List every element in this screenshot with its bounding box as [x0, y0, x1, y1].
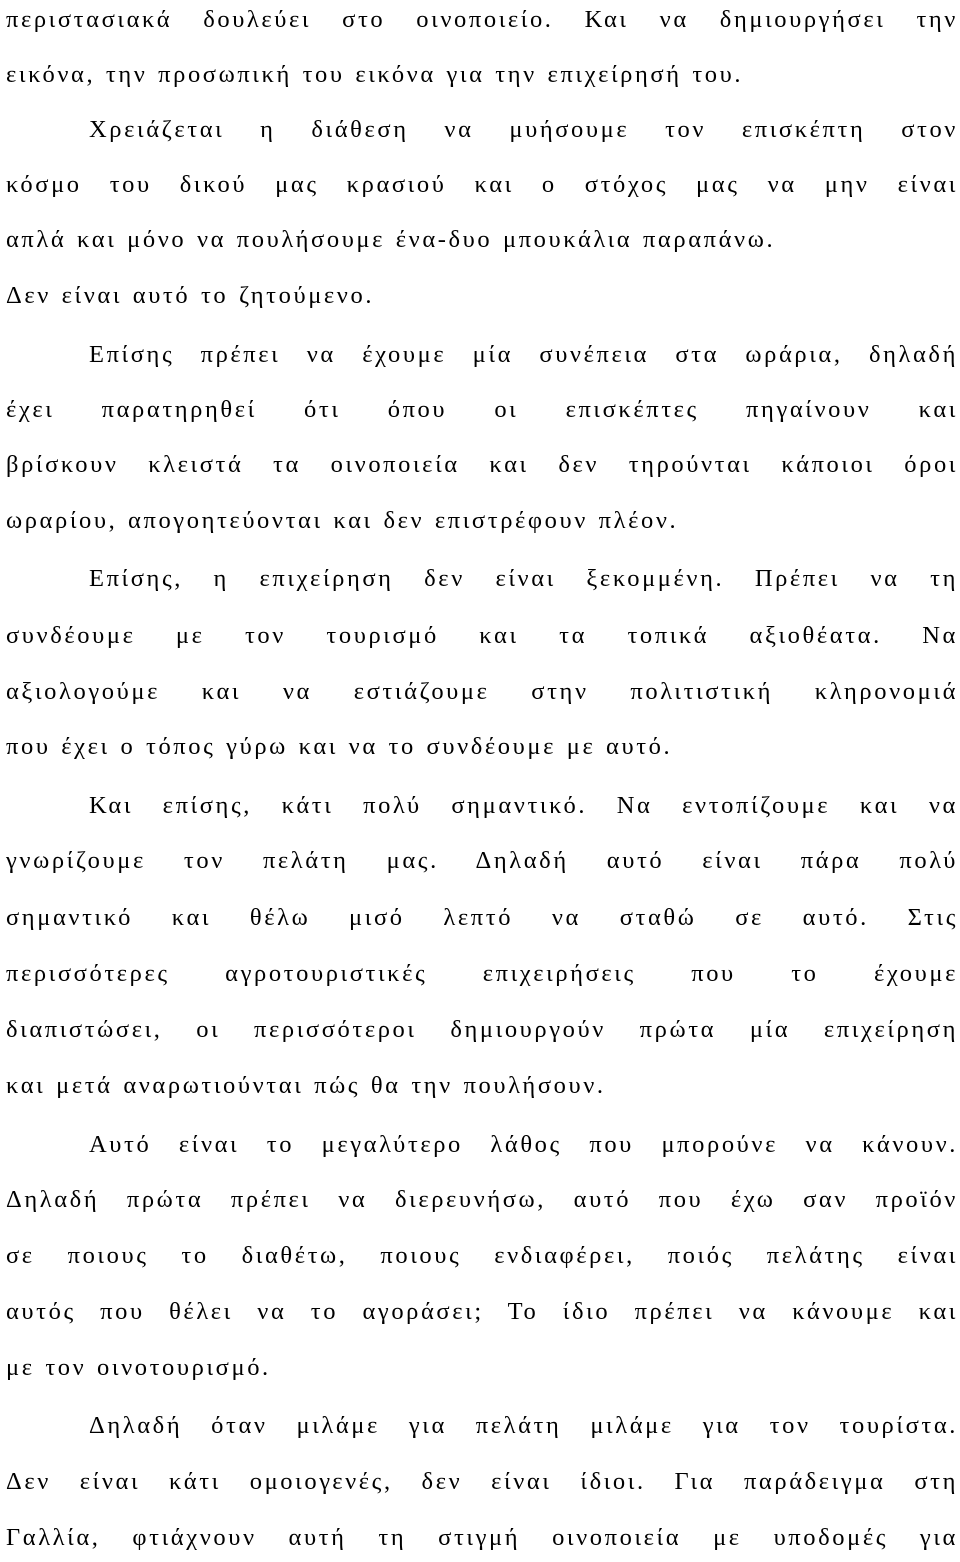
text-line: Αυτό είναι το μεγαλύτερο λάθος που μπορούνε να κάνουν. [89, 1131, 958, 1158]
text-line: Δεν είναι κάτι ομοιογενές, δεν είναι ίδιοι. Για παράδειγμα στη [6, 1468, 958, 1495]
text-line: Δηλαδή πρώτα πρέπει να διερευνήσω, αυτό που έχω σαν προϊόν [6, 1186, 958, 1213]
text-line: απλά και μόνο να πουλήσουμε ένα-δυο μπουκάλια παραπάνω. [6, 226, 776, 253]
text-line: σε ποιους το διαθέτω, ποιους ενδιαφέρει, ποιός πελάτης είναι [6, 1242, 958, 1269]
text-line: αξιολογούμε και να εστιάζουμε στην πολιτιστική κληρονομιά [6, 678, 958, 705]
text-line: σημαντικό και θέλω μισό λεπτό να σταθώ σε αυτό. Στις [6, 904, 958, 931]
text-line: περιστασιακά δουλεύει στο οινοποιείο. Και να δημιουργήσει την [6, 6, 958, 33]
text-line: γνωρίζουμε τον πελάτη μας. Δηλαδή αυτό είναι πάρα πολύ [6, 847, 958, 874]
text-line: Επίσης πρέπει να έχουμε μία συνέπεια στα ωράρια, δηλαδή [89, 341, 958, 368]
text-line: Χρειάζεται η διάθεση να μυήσουμε τον επισκέπτη στον [89, 116, 958, 143]
text-line: συνδέουμε με τον τουρισμό και τα τοπικά αξιοθέατα. Να [6, 622, 958, 649]
text-line: Δηλαδή όταν μιλάμε για πελάτη μιλάμε για τον τουρίστα. [89, 1412, 958, 1439]
text-line: Και επίσης, κάτι πολύ σημαντικό. Να εντοπίζουμε και να [89, 792, 958, 819]
text-line: βρίσκουν κλειστά τα οινοποιεία και δεν τηρούνται κάποιοι όροι [6, 451, 958, 478]
text-line: Γαλλία, φτιάχνουν αυτή τη στιγμή οινοποιεία με υποδομές για [6, 1524, 958, 1551]
text-line: κόσμο του δικού μας κρασιού και ο στόχος μας να μην είναι [6, 171, 958, 198]
text-line: που έχει ο τόπος γύρω και να το συνδέουμε με αυτό. [6, 733, 673, 760]
text-line: περισσότερες αγροτουριστικές επιχειρήσεις που το έχουμε [6, 960, 958, 987]
text-line: έχει παρατηρηθεί ότι όπου οι επισκέπτες πηγαίνουν και [6, 396, 958, 423]
text-line: Επίσης, η επιχείρηση δεν είναι ξεκομμένη. Πρέπει να τη [89, 565, 958, 592]
text-line: με τον οινοτουρισμό. [6, 1354, 271, 1381]
text-line: Δεν είναι αυτό το ζητούμενο. [6, 282, 375, 309]
text-line: διαπιστώσει, οι περισσότεροι δημιουργούν πρώτα μία επιχείρηση [6, 1016, 958, 1043]
text-line: εικόνα, την προσωπική του εικόνα για την επιχείρησή του. [6, 61, 744, 88]
text-line: αυτός που θέλει να το αγοράσει; Το ίδιο πρέπει να κάνουμε και [6, 1298, 958, 1325]
text-line: ωραρίου, απογοητεύονται και δεν επιστρέφουν πλέον. [6, 507, 679, 534]
text-line: και μετά αναρωτιούνται πώς θα την πουλήσουν. [6, 1072, 606, 1099]
